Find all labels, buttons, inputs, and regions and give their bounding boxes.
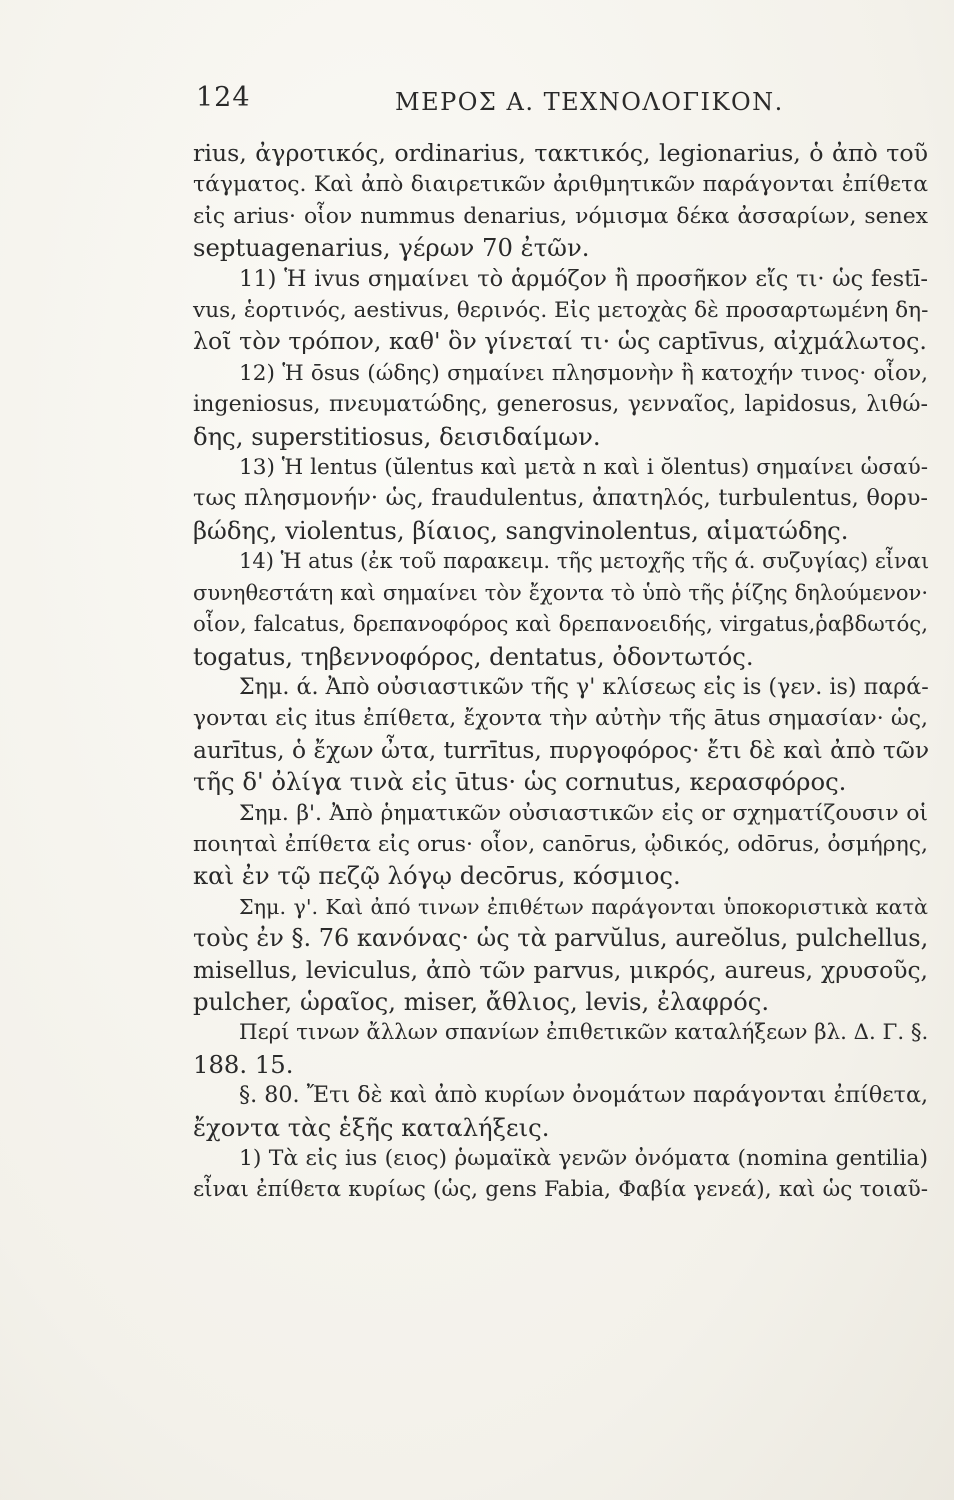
body-text bbox=[193, 138, 928, 1206]
text-line: Σημ. γ'. Καὶ ἀπό τινων ἐπιθέτων παράγονται ὑποκοριστικὰ κατὰ bbox=[239, 894, 928, 919]
text-line: βώδης, violentus, βίαιος, sangvinolentus, αἱματώδης. bbox=[193, 515, 849, 545]
text-line: εἶναι ἐπίθετα κυρίως (ὡς, gens Fabia, Φαβία γενεά), καὶ ὡς τοιαῦ- bbox=[193, 1177, 928, 1203]
text-line: 14) Ἡ atus (ἐκ τοῦ παρακειμ. τῆς μετοχῆς τῆς ά. συζυγίας) εἶναι bbox=[239, 549, 930, 574]
text-line: Σημ. β'. Ἀπὸ ῥηματικῶν οὐσιαστικῶν εἰς or σχηματίζουσιν οἱ bbox=[239, 800, 928, 826]
text-line: γονται εἰς itus ἐπίθετα, ἔχοντα τὴν αὐτὴν τῆς ātus σημασίαν· ὡς, bbox=[193, 706, 928, 732]
text-line: οἷον, falcatus, δρεπανοφόρος καὶ δρεπανοειδής, virgatus,ῥαβδωτός, bbox=[193, 612, 928, 638]
text-line: ingeniosus, πνευματώδης, generosus, γενναῖος, lapidosus, λιθώ- bbox=[193, 391, 928, 418]
text-line: 13) Ἡ lentus (ŭlentus καὶ μετὰ n καὶ i ŏlentus) σημαίνει ὡσαύ- bbox=[239, 455, 928, 481]
text-line: Σημ. ά. Ἀπὸ οὐσιαστικῶν τῆς γ' κλίσεως εἰς is (γεν. is) παρά- bbox=[239, 673, 929, 700]
text-line: vus, ἑορτινός, aestivus, θερινός. Εἰς μετοχὰς δὲ προσαρτωμένη δη- bbox=[193, 298, 929, 324]
text-line: τῆς δ' ὀλίγα τινὰ εἰς ūtus· ὡς cornutus, κερασφόρος. bbox=[193, 767, 847, 797]
text-line: τοὺς ἐν §. 76 κανόνας· ὡς τὰ parvŭlus, aureŏlus, pulchellus, bbox=[193, 924, 929, 953]
text-line: rius, ἀγροτικός, ordinarius, τακτικός, legionarius, ὁ ἀπὸ τοῦ bbox=[193, 139, 928, 167]
page-number: 124 bbox=[196, 82, 251, 113]
text-line: συνηθεστάτη καὶ σημαίνει τὸν ἔχοντα τὸ ὑπὸ τῆς ῥίζης δηλούμενον· bbox=[193, 580, 928, 605]
text-line: 1) Τὰ εἰς ius (ειος) ῥωμαϊκὰ γενῶν ὀνόματα (nomina gentilia) bbox=[239, 1146, 928, 1171]
text-line: καὶ ἐν τῷ πεζῷ λόγῳ decōrus, κόσμιος. bbox=[193, 861, 681, 891]
text-line: 12) Ἡ ōsus (ώδης) σημαίνει πλησμονὴν ἢ κατοχήν τινος· οἷον, bbox=[239, 360, 928, 386]
text-line: ποιηταὶ ἐπίθετα εἰς orus· οἷον, canōrus, ᾠδικός, odōrus, ὀσμήρης, bbox=[193, 831, 928, 857]
text-line: togatus, τηβεννοφόρος, dentatus, ὀδοντωτός. bbox=[193, 641, 754, 671]
text-line: misellus, leviculus, ἀπὸ τῶν parvus, μικρός, aureus, χρυσοῦς, bbox=[193, 955, 928, 984]
text-line: §. 80. Ἔτι δὲ καὶ ἀπὸ κυρίων ὀνομάτων παράγονται ἐπίθετα, bbox=[239, 1082, 928, 1109]
text-line: 11) Ἡ ivus σημαίνει τὸ ἁρμόζον ἢ προσῆκον εἴς τι· ὡς festī- bbox=[239, 265, 928, 292]
text-line: τάγματος. Καὶ ἀπὸ διαιρετικῶν ἀριθμητικῶν παράγονται ἐπίθετα bbox=[193, 172, 928, 198]
text-line: ἔχοντα τὰς ἑξῆς καταλήξεις. bbox=[193, 1112, 550, 1142]
text-line: δης, superstitiosus, δεισιδαίμων. bbox=[193, 421, 601, 451]
text-line: 188. 15. bbox=[193, 1049, 294, 1079]
text-line: septuagenarius, γέρων 70 ἐτῶν. bbox=[193, 233, 590, 263]
running-head: ΜΕΡΟΣ Α. ΤΕΧΝΟΛΟΓΙΚΟΝ. bbox=[395, 88, 784, 116]
text-line: εἰς arius· οἷον nummus denarius, νόμισμα δέκα ἀσσαρίων, senex bbox=[193, 203, 928, 229]
text-line: aurītus, ὁ ἔχων ὦτα, turrītus, πυργοφόρος· ἔτι δὲ καὶ ἀπὸ τῶν bbox=[193, 735, 930, 764]
text-line: pulcher, ὡραῖος, miser, ἄθλιος, levis, ἐλαφρός. bbox=[193, 986, 770, 1016]
text-line: λοῖ τὸν τρόπον, καθ' ὃν γίνεταί τι· ὡς captīvus, αἰχμάλωτος. bbox=[193, 327, 927, 356]
text-line: τως πλησμονήν· ὡς, fraudulentus, ἀπατηλός, turbulentus, θορυ- bbox=[193, 485, 928, 512]
text-line: Περί τινων ἄλλων σπανίων ἐπιθετικῶν καταλήξεων βλ. Δ. Γ. §. bbox=[239, 1020, 929, 1046]
